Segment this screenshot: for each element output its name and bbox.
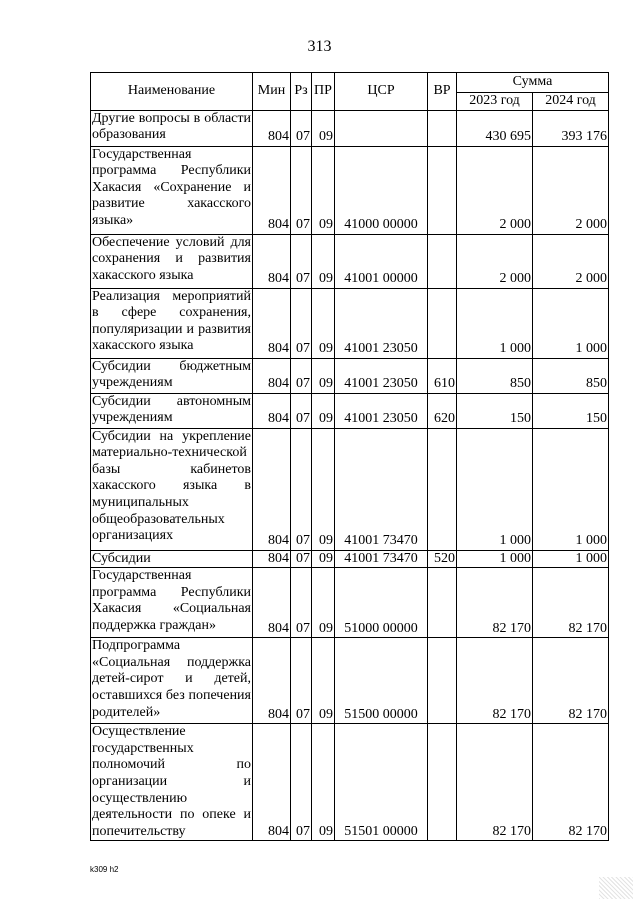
- row-min: 804: [253, 724, 291, 841]
- row-value-2024: 2 000: [533, 234, 609, 288]
- row-pr: 09: [312, 288, 335, 358]
- row-csr: 51500 00000: [335, 638, 428, 724]
- row-value-2024: 393 176: [533, 110, 609, 146]
- row-name: Реализация мероприятий в сфере сохранения, популяризации и развития хакасского языка: [91, 288, 253, 358]
- row-pr: 09: [312, 393, 335, 428]
- row-min: 804: [253, 146, 291, 234]
- table-row: [91, 358, 609, 393]
- table-row: [91, 234, 609, 288]
- row-name: Подпрограмма «Социальная поддержка детей-сирот и детей, оставшихся без попечения родителей»: [91, 638, 253, 724]
- row-rz: 07: [291, 638, 312, 724]
- row-vr: [428, 638, 457, 724]
- row-min: 804: [253, 234, 291, 288]
- row-vr: [428, 146, 457, 234]
- row-value-2023: 82 170: [457, 724, 533, 841]
- row-value-2023: 1 000: [457, 550, 533, 568]
- row-vr: [428, 428, 457, 550]
- row-name: Государственная программа Республики Хакасия «Сохранение и развитие хакасского языка»: [91, 146, 253, 234]
- row-min: 804: [253, 110, 291, 146]
- row-csr: 41000 00000: [335, 146, 428, 234]
- header-sum: Сумма: [457, 73, 609, 93]
- footer-code: k309 h2: [90, 865, 119, 874]
- header-min: Мин: [253, 73, 291, 111]
- row-csr: 51000 00000: [335, 568, 428, 638]
- row-rz: 07: [291, 568, 312, 638]
- row-name: Другие вопросы в области образования: [91, 110, 253, 146]
- table-row: [91, 568, 609, 638]
- row-rz: 07: [291, 234, 312, 288]
- row-csr: 41001 73470: [335, 428, 428, 550]
- row-pr: 09: [312, 234, 335, 288]
- row-name: Обеспечение условий для сохранения и развития хакасского языка: [91, 234, 253, 288]
- row-csr: 41001 73470: [335, 550, 428, 568]
- header-year-2024: 2024 год: [533, 93, 609, 111]
- table-row: [91, 724, 609, 841]
- row-pr: 09: [312, 638, 335, 724]
- header-csr: ЦСР: [335, 73, 428, 111]
- row-csr: 41001 23050: [335, 393, 428, 428]
- row-pr: 09: [312, 358, 335, 393]
- row-min: 804: [253, 393, 291, 428]
- row-vr: [428, 288, 457, 358]
- row-rz: 07: [291, 358, 312, 393]
- scan-mark: [599, 877, 633, 899]
- row-pr: 09: [312, 724, 335, 841]
- row-value-2024: 82 170: [533, 638, 609, 724]
- row-csr: 41001 00000: [335, 234, 428, 288]
- header-name: Наименование: [91, 73, 253, 111]
- row-min: 804: [253, 568, 291, 638]
- row-vr: [428, 568, 457, 638]
- row-name: Субсидии на укрепление материально-технической базы кабинетов хакасского языка в муниципальных общеобразовательных организациях: [91, 428, 253, 550]
- row-name: Субсидии: [91, 550, 253, 568]
- row-rz: 07: [291, 724, 312, 841]
- row-value-2023: 850: [457, 358, 533, 393]
- row-name: Субсидии автономным учреждениям: [91, 393, 253, 428]
- row-csr: [335, 110, 428, 146]
- row-value-2023: 1 000: [457, 428, 533, 550]
- header-rz: Рз: [291, 73, 312, 111]
- row-value-2023: 2 000: [457, 234, 533, 288]
- table-body: [91, 110, 609, 841]
- row-value-2023: 150: [457, 393, 533, 428]
- row-min: 804: [253, 358, 291, 393]
- row-vr: [428, 724, 457, 841]
- table-row: [91, 428, 609, 550]
- table-row: [91, 288, 609, 358]
- row-csr: 51501 00000: [335, 724, 428, 841]
- page-number: 313: [307, 38, 332, 55]
- table-row: [91, 146, 609, 234]
- row-csr: 41001 23050: [335, 288, 428, 358]
- budget-table: [90, 72, 609, 841]
- row-value-2024: 2 000: [533, 146, 609, 234]
- row-min: 804: [253, 428, 291, 550]
- row-value-2024: 82 170: [533, 568, 609, 638]
- row-value-2023: 2 000: [457, 146, 533, 234]
- row-csr: 41001 23050: [335, 358, 428, 393]
- row-value-2024: 850: [533, 358, 609, 393]
- row-rz: 07: [291, 146, 312, 234]
- row-name: Государственная программа Республики Хакасия «Социальная поддержка граждан»: [91, 568, 253, 638]
- row-value-2023: 1 000: [457, 288, 533, 358]
- row-name: Осуществление государственных полномочий по организации и осуществлению деятельности по опеке и попечительству: [91, 724, 253, 841]
- row-vr: [428, 110, 457, 146]
- row-rz: 07: [291, 393, 312, 428]
- row-min: 804: [253, 638, 291, 724]
- row-vr: [428, 234, 457, 288]
- header-year-2023: 2023 год: [457, 93, 533, 111]
- row-value-2023: 82 170: [457, 638, 533, 724]
- table-row: [91, 638, 609, 724]
- row-pr: 09: [312, 110, 335, 146]
- row-rz: 07: [291, 428, 312, 550]
- row-pr: 09: [312, 568, 335, 638]
- row-rz: 07: [291, 110, 312, 146]
- row-vr: 610: [428, 358, 457, 393]
- row-pr: 09: [312, 428, 335, 550]
- row-pr: 09: [312, 146, 335, 234]
- table-row: [91, 550, 609, 568]
- row-rz: 07: [291, 550, 312, 568]
- header-pr: ПР: [312, 73, 335, 111]
- row-rz: 07: [291, 288, 312, 358]
- table-row: [91, 393, 609, 428]
- row-name: Субсидии бюджетным учреждениям: [91, 358, 253, 393]
- row-value-2024: 1 000: [533, 428, 609, 550]
- row-value-2024: 1 000: [533, 288, 609, 358]
- table-row: [91, 110, 609, 146]
- row-pr: 09: [312, 550, 335, 568]
- row-min: 804: [253, 550, 291, 568]
- row-value-2023: 82 170: [457, 568, 533, 638]
- header-vr: ВР: [428, 73, 457, 111]
- row-value-2024: 1 000: [533, 550, 609, 568]
- row-vr: 520: [428, 550, 457, 568]
- row-min: 804: [253, 288, 291, 358]
- row-value-2024: 150: [533, 393, 609, 428]
- row-value-2023: 430 695: [457, 110, 533, 146]
- row-vr: 620: [428, 393, 457, 428]
- row-value-2024: 82 170: [533, 724, 609, 841]
